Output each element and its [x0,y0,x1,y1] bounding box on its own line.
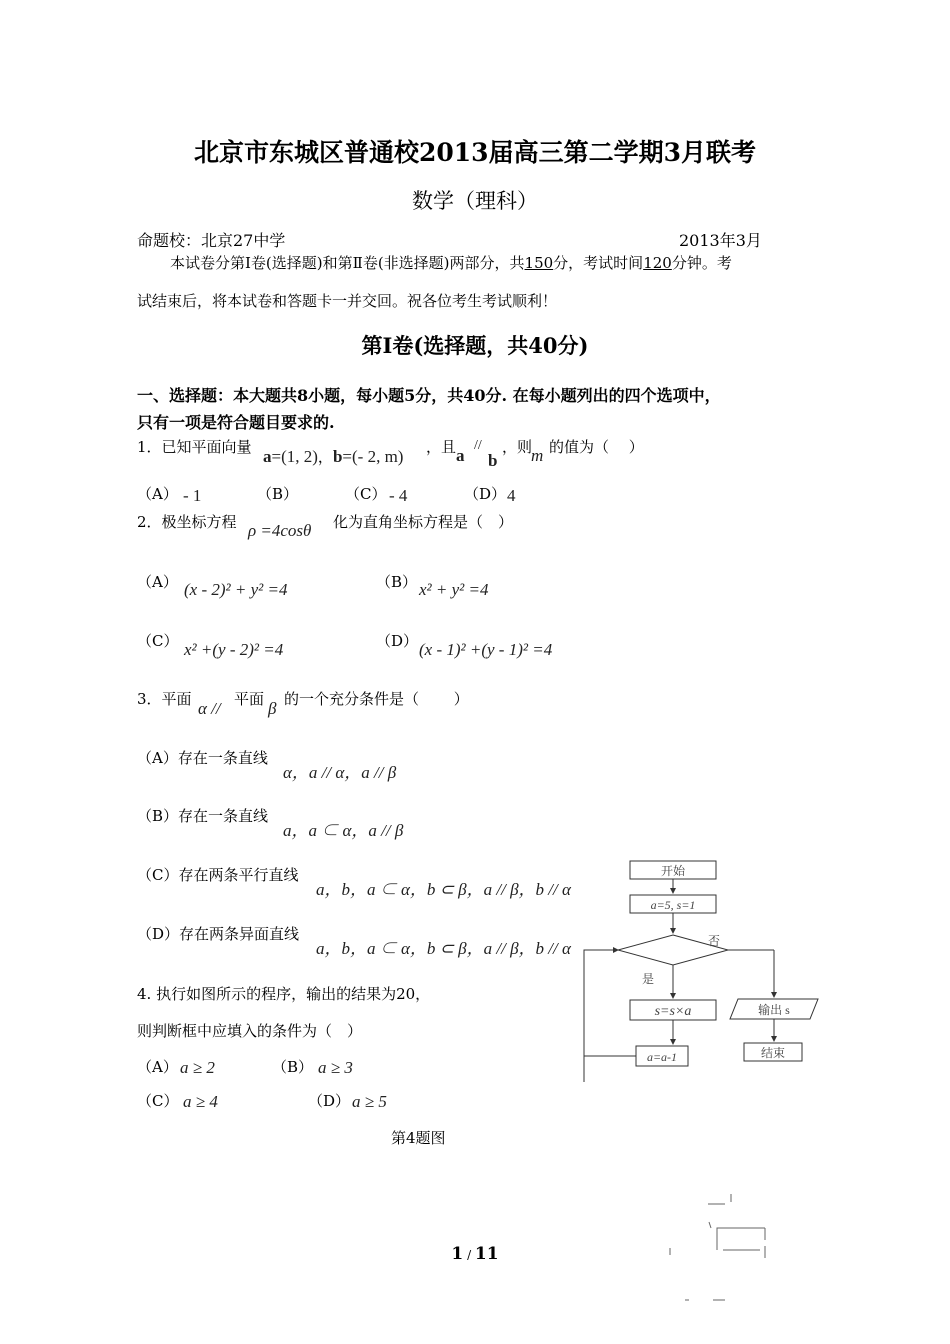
intro-line1 [170,252,732,273]
q1-option-d-value: 4 [507,486,516,505]
q1-option-d-label: （D） [464,485,507,503]
q4-option-d-value: a ≥ 5 [352,1092,387,1111]
q2-stem: 2．极坐标方程 [137,513,237,531]
subject-title: 数学（理科） [412,189,538,213]
q1-par-sym: // [474,438,482,453]
q3-option-a-value: α，a // α，a // β [283,763,397,782]
q1-option-c-label: （C） [345,485,387,503]
q2-formula: ρ =4cosθ [248,521,312,540]
q3-option-d-value: a，b，a ⊂ α，b ⊂ β，a // β，b // α [316,939,571,958]
flow-end-text: 结束 [760,1046,786,1060]
q3-stem-1: 3．平面 [137,690,192,708]
q1-var-m: m [531,446,544,465]
q2-option-a-label: （A） [137,573,178,591]
page-total: 11 [474,1244,499,1264]
q2-option-b-label: （B） [376,573,418,591]
flow-update-s-text: s=s×a [654,1004,692,1019]
q4-option-d-label: （D） [308,1092,351,1110]
intro-line2: 试结束后，将本试卷和答题卡一并交回。祝各位考生考试顺利！ [137,292,558,310]
q3-beta: β [268,699,277,718]
intro-part1: 本试卷分第Ⅰ卷(选择题)和第Ⅱ卷(非选择题)两部分，共 [170,254,525,272]
q1-option-b-label: （B） [257,485,299,503]
q3-option-c-label: （C）存在两条平行直线 [137,866,299,884]
page-current: 1 [451,1244,464,1264]
q3-alpha-parallel: α // [198,699,221,718]
section-heading: 第Ⅰ卷(选择题，共40分) [361,333,589,358]
intro-minutes: 120 [643,254,672,272]
q4-option-c-value: a ≥ 4 [183,1092,218,1111]
flow-update-a-text: a=a-1 [646,1050,678,1064]
q3-option-d-label: （D）存在两条异面直线 [137,925,300,943]
q1-eq-b: =(- 2, m) [342,447,404,466]
q1-stem: 1．已知平面向量 [137,438,252,456]
proposing-school: 命题校：北京27中学 [137,231,286,250]
flow-yes-label: 是 [642,972,655,986]
flowchart [578,855,828,1087]
q1-par-a: a [456,446,465,465]
q2-option-d-value: (x - 1)² +(y - 1)² =4 [419,640,553,659]
q4-figure-caption: 第4题图 [391,1129,446,1147]
flow-init-text: a=5, s=1 [650,898,696,912]
q4-option-a-value: a ≥ 2 [180,1058,215,1077]
q1-option-a-label: （A） [137,485,178,503]
q1-option-a-value: - 1 [183,486,202,505]
q1-ask: 的值为（ ） [549,438,644,456]
q4-option-b-label: （B） [272,1058,314,1076]
q4-option-a-label: （A） [137,1058,178,1076]
q1-eq-a: =(1, 2) [271,447,318,466]
q2-option-a-value: (x - 2)² + y² =4 [184,580,288,599]
q3-option-b-label: （B）存在一条直线 [137,807,269,825]
q1-vectors [263,446,403,467]
section-instruction-1: 一、选择题：本大题共8小题，每小题5分，共40分. 在每小题列出的四个选项中， [137,386,721,405]
intro-part3: 分钟。考 [671,254,732,272]
q3-option-b-value: a，a ⊂ α，a // β [283,821,404,840]
q1-vec-b: b [332,447,343,466]
q4-option-b-value: a ≥ 3 [318,1058,353,1077]
q3-option-c-value: a，b，a ⊂ α，b ⊂ β，a // β，b // α [316,880,571,899]
page-separator: / [463,1248,475,1262]
intro-part2: 分，考试时间 [553,254,644,272]
q1-comma: ， [317,448,333,466]
q1-and: ，且 [426,438,457,456]
q3-ask: 的一个充分条件是（ ） [284,690,469,708]
q1-vec-a: a [263,447,272,466]
q2-option-c-label: （C） [137,632,179,650]
q4-line-1: 4. 执行如图所示的程序，输出的结果为20， [137,985,431,1003]
exam-date: 2013年3月 [679,231,762,250]
flow-start-text: 开始 [660,864,686,878]
page-number [0,1244,950,1264]
q3-stem-2: 平面 [234,690,265,708]
q2-option-b-value: x² + y² =4 [419,580,489,599]
q1-option-c-value: - 4 [389,486,408,505]
q4-option-c-label: （C） [137,1092,179,1110]
section-instruction-2: 只有一项是符合题目要求的. [137,413,335,432]
flow-no-label: 否 [708,934,721,948]
q2-ask: 化为直角坐标方程是（ ） [333,513,514,531]
q3-option-a-label: （A）存在一条直线 [137,749,268,767]
intro-score: 150 [524,254,554,272]
q2-option-c-value: x² +(y - 2)² =4 [184,640,284,659]
q1-par-b: b [488,451,498,470]
page-title: 北京市东城区普通校2013届高三第二学期3月联考 [194,138,756,167]
q1-then: ，则 [502,438,533,456]
flow-output-text: 输出 s [758,1003,790,1017]
q2-option-d-label: （D） [376,632,419,650]
q4-line-2: 则判断框中应填入的条件为（ ） [137,1022,363,1040]
